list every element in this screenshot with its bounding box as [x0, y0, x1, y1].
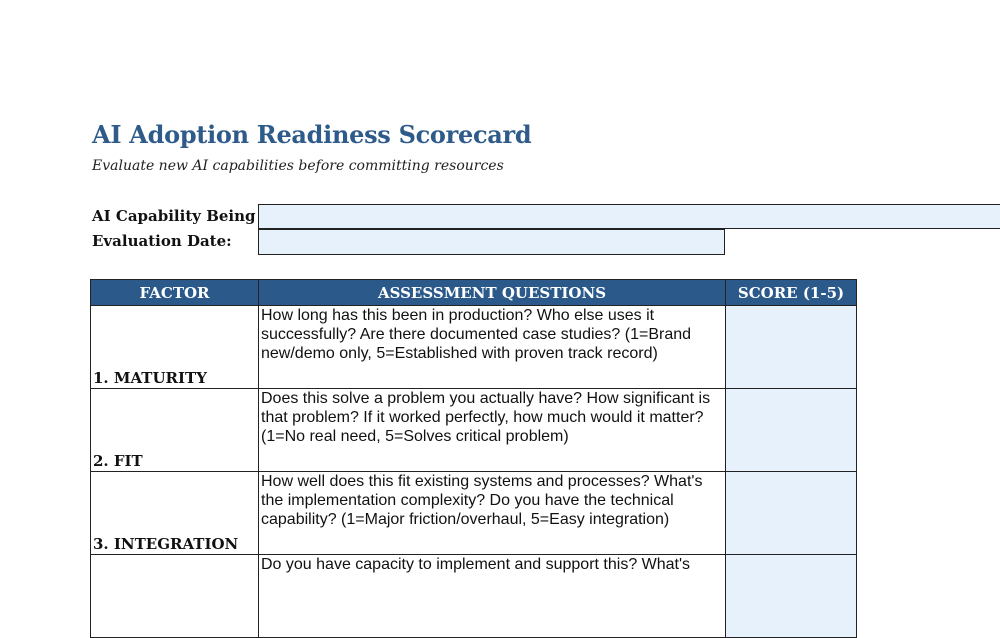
factor-cell: 3. INTEGRATION	[91, 472, 259, 555]
evaluation-date-input[interactable]	[258, 229, 725, 255]
score-input[interactable]	[726, 555, 857, 638]
page-subtitle: Evaluate new AI capabilities before committing resources	[92, 158, 504, 174]
score-input[interactable]	[726, 472, 857, 555]
questions-column-header: ASSESSMENT QUESTIONS	[259, 280, 726, 306]
score-input[interactable]	[726, 306, 857, 389]
question-cell: Does this solve a problem you actually have? How significant is that problem? If it worked perfectly, how much would it matter? (1=No real need, 5=Solves critical problem)	[259, 389, 726, 472]
capability-label: AI Capability Being	[92, 207, 256, 225]
score-column-header: SCORE (1-5)	[726, 280, 857, 306]
capability-input[interactable]	[258, 204, 1000, 229]
score-input[interactable]	[726, 389, 857, 472]
table-row-capacity	[91, 555, 857, 638]
question-cell: How well does this fit existing systems and processes? What's the implementation complexity? Do you have the technical capability? (1=Major friction/overhaul, 5=Easy integration)	[259, 472, 726, 555]
evaluation-date-label: Evaluation Date:	[92, 232, 232, 250]
question-cell: How long has this been in production? Who else uses it successfully? Are there documented case studies? (1=Brand new/demo only, 5=Established with proven track record)	[259, 306, 726, 389]
factor-cell: 1. MATURITY	[91, 306, 259, 389]
page-title: AI Adoption Readiness Scorecard	[92, 120, 532, 149]
factor-cell: 2. FIT	[91, 389, 259, 472]
question-cell: Do you have capacity to implement and support this? What's	[259, 555, 726, 638]
table-row-fit	[91, 389, 857, 472]
scorecard-table	[90, 279, 857, 638]
factor-column-header: FACTOR	[91, 280, 259, 306]
table-row-maturity	[91, 306, 857, 389]
table-row-integration	[91, 472, 857, 555]
factor-cell	[91, 555, 259, 638]
